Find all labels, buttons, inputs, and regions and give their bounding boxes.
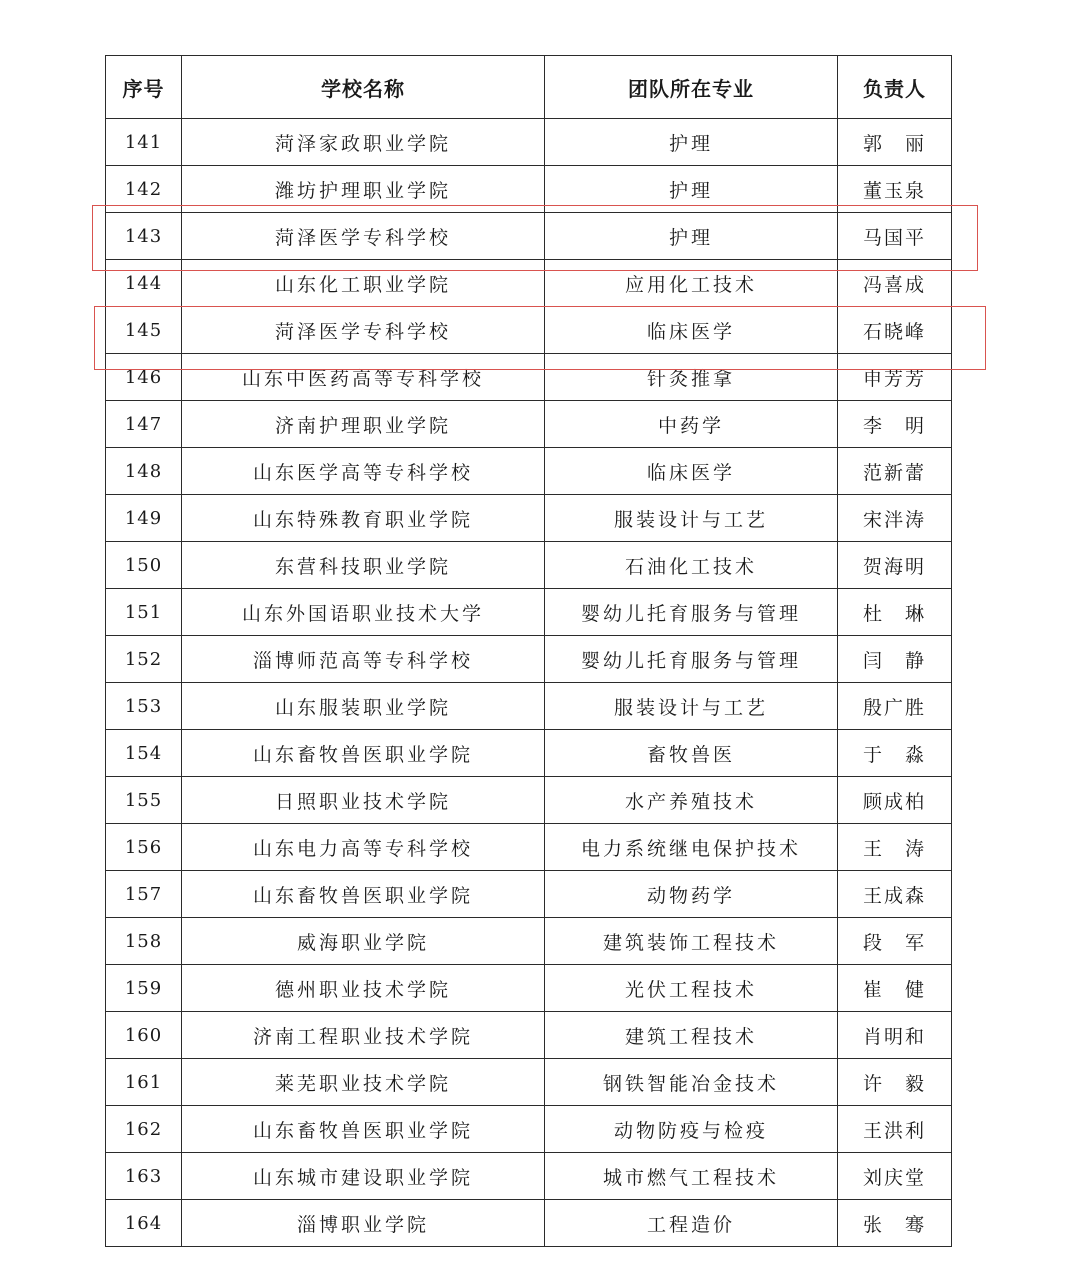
table-row [106,636,952,683]
cell-major: 工程造价 [545,1200,838,1247]
team-list-table [105,55,952,1247]
cell-school: 山东医学高等专科学校 [182,448,545,495]
cell-index: 150 [106,542,182,589]
cell-major: 中药学 [545,401,838,448]
table-row [106,1059,952,1106]
cell-school: 山东城市建设职业学院 [182,1153,545,1200]
cell-school: 莱芜职业技术学院 [182,1059,545,1106]
table-row [106,965,952,1012]
cell-leader: 殷广胜 [838,683,952,730]
cell-index: 151 [106,589,182,636]
cell-leader: 段 军 [838,918,952,965]
cell-major: 光伏工程技术 [545,965,838,1012]
cell-school: 山东畜牧兽医职业学院 [182,730,545,777]
cell-index: 161 [106,1059,182,1106]
cell-major: 钢铁智能冶金技术 [545,1059,838,1106]
table-row [106,730,952,777]
cell-index: 141 [106,119,182,166]
table-row [106,777,952,824]
cell-major: 服装设计与工艺 [545,495,838,542]
table-row [106,166,952,213]
cell-leader: 申芳芳 [838,354,952,401]
cell-major: 电力系统继电保护技术 [545,824,838,871]
cell-school: 山东化工职业学院 [182,260,545,307]
cell-school: 淄博职业学院 [182,1200,545,1247]
table-row [106,542,952,589]
cell-index: 147 [106,401,182,448]
cell-school: 山东外国语职业技术大学 [182,589,545,636]
cell-school: 菏泽医学专科学校 [182,307,545,354]
table-row [106,1200,952,1247]
cell-school: 威海职业学院 [182,918,545,965]
table-row [106,1012,952,1059]
cell-major: 临床医学 [545,307,838,354]
cell-index: 145 [106,307,182,354]
table-row [106,213,952,260]
cell-leader: 顾成柏 [838,777,952,824]
cell-leader: 贺海明 [838,542,952,589]
cell-major: 护理 [545,119,838,166]
header-index: 序号 [106,56,182,119]
cell-index: 156 [106,824,182,871]
cell-index: 153 [106,683,182,730]
cell-leader: 肖明和 [838,1012,952,1059]
cell-school: 山东畜牧兽医职业学院 [182,1106,545,1153]
cell-major: 针灸推拿 [545,354,838,401]
header-leader: 负责人 [838,56,952,119]
cell-leader: 闫 静 [838,636,952,683]
cell-major: 建筑工程技术 [545,1012,838,1059]
cell-school: 东营科技职业学院 [182,542,545,589]
cell-index: 149 [106,495,182,542]
cell-major: 临床医学 [545,448,838,495]
table-row [106,119,952,166]
cell-index: 154 [106,730,182,777]
table-row [106,871,952,918]
cell-leader: 李 明 [838,401,952,448]
cell-index: 164 [106,1200,182,1247]
cell-leader: 王洪利 [838,1106,952,1153]
cell-school: 菏泽医学专科学校 [182,213,545,260]
cell-school: 山东中医药高等专科学校 [182,354,545,401]
table-row [106,260,952,307]
cell-index: 160 [106,1012,182,1059]
cell-index: 162 [106,1106,182,1153]
cell-major: 婴幼儿托育服务与管理 [545,589,838,636]
cell-major: 应用化工技术 [545,260,838,307]
cell-leader: 马国平 [838,213,952,260]
cell-leader: 张 骞 [838,1200,952,1247]
cell-index: 163 [106,1153,182,1200]
cell-school: 淄博师范高等专科学校 [182,636,545,683]
cell-index: 155 [106,777,182,824]
table-row [106,918,952,965]
header-row [106,56,952,119]
cell-leader: 刘庆堂 [838,1153,952,1200]
cell-leader: 许 毅 [838,1059,952,1106]
cell-index: 159 [106,965,182,1012]
cell-index: 158 [106,918,182,965]
cell-school: 山东畜牧兽医职业学院 [182,871,545,918]
cell-major: 护理 [545,213,838,260]
table-row [106,1106,952,1153]
table-body [106,119,952,1247]
cell-leader: 王成森 [838,871,952,918]
table-row [106,683,952,730]
cell-school: 山东服装职业学院 [182,683,545,730]
cell-major: 城市燃气工程技术 [545,1153,838,1200]
cell-index: 146 [106,354,182,401]
cell-leader: 于 淼 [838,730,952,777]
table-row [106,307,952,354]
cell-school: 潍坊护理职业学院 [182,166,545,213]
cell-major: 动物药学 [545,871,838,918]
cell-major: 建筑装饰工程技术 [545,918,838,965]
cell-leader: 杜 琳 [838,589,952,636]
table-row [106,1153,952,1200]
cell-leader: 崔 健 [838,965,952,1012]
cell-major: 服装设计与工艺 [545,683,838,730]
cell-index: 142 [106,166,182,213]
table-row [106,448,952,495]
cell-school: 菏泽家政职业学院 [182,119,545,166]
table-row [106,495,952,542]
table-row [106,401,952,448]
cell-major: 水产养殖技术 [545,777,838,824]
header-school: 学校名称 [182,56,545,119]
table-row [106,354,952,401]
cell-index: 148 [106,448,182,495]
cell-leader: 郭 丽 [838,119,952,166]
cell-school: 济南工程职业技术学院 [182,1012,545,1059]
table-row [106,589,952,636]
cell-major: 畜牧兽医 [545,730,838,777]
table-row [106,824,952,871]
cell-index: 157 [106,871,182,918]
header-major: 团队所在专业 [545,56,838,119]
cell-index: 152 [106,636,182,683]
cell-school: 济南护理职业学院 [182,401,545,448]
cell-index: 144 [106,260,182,307]
cell-school: 山东特殊教育职业学院 [182,495,545,542]
cell-leader: 董玉泉 [838,166,952,213]
cell-leader: 石晓峰 [838,307,952,354]
cell-school: 山东电力高等专科学校 [182,824,545,871]
cell-leader: 冯喜成 [838,260,952,307]
cell-leader: 范新蕾 [838,448,952,495]
cell-index: 143 [106,213,182,260]
cell-major: 护理 [545,166,838,213]
cell-school: 日照职业技术学院 [182,777,545,824]
cell-major: 婴幼儿托育服务与管理 [545,636,838,683]
cell-leader: 宋泮涛 [838,495,952,542]
cell-major: 动物防疫与检疫 [545,1106,838,1153]
cell-leader: 王 涛 [838,824,952,871]
cell-school: 德州职业技术学院 [182,965,545,1012]
cell-major: 石油化工技术 [545,542,838,589]
